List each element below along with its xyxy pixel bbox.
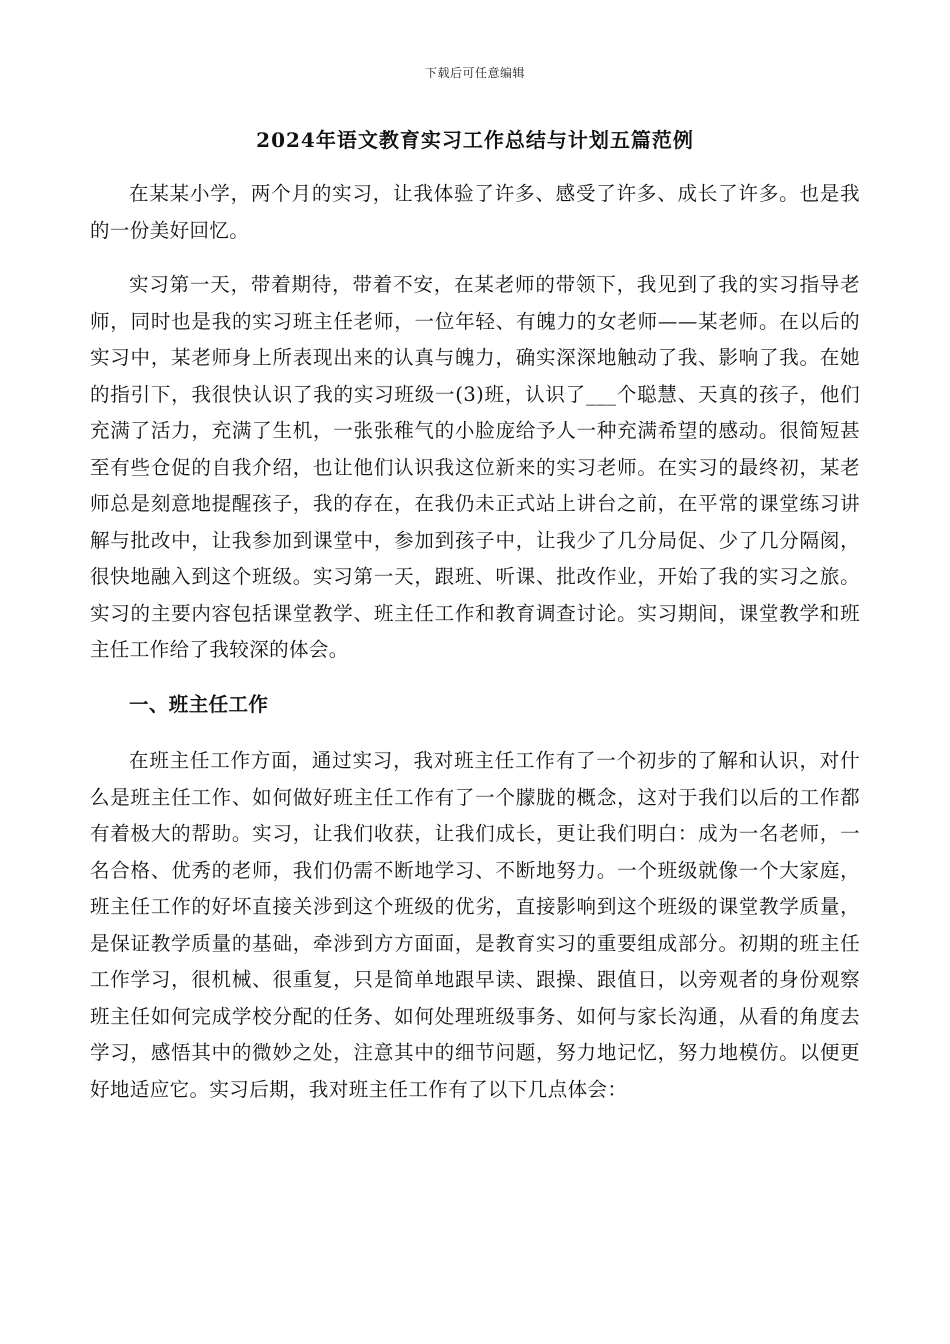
section-paragraph: 在班主任工作方面，通过实习，我对班主任工作有了一个初步的了解和认识，对什么是班主任工作、如何做好班主任工作有了一个朦胧的概念，这对于我们以后的工作都有着极大的帮助。实习，让我们收获，让我们成长，更让我们明白：成为一名老师，一名合格、优秀的老师，我们仍需不断地学习、不断地努力。一个班级就像一个大家庭，班主任工作的好坏直接关涉到这个班级的优劣，直接影响到这个班级的课堂教学质量，是保证教学质量的基础，牵涉到方方面面，是教育实习的重要组成部分。初期的班主任工作学习，很机械、很重复，只是简单地跟早读、跟操、跟值日，以旁观者的身份观察班主任如何完成学校分配的任务、如何处理班级事务、如何与家长沟通，从看的角度去学习，感悟其中的微妙之处，注意其中的细节问题，努力地记忆，努力地模仿。以便更好地适应它。实习后期，我对班主任工作有了以下几点体会： xyxy=(90,749,860,1101)
page-header-note: 下载后可任意编辑 xyxy=(424,66,525,80)
section-heading: 一、班主任工作 xyxy=(129,692,269,716)
intro-paragraph: 在某某小学，两个月的实习，让我体验了许多、感受了许多、成长了许多。也是我的一份美好回忆。 xyxy=(90,182,860,242)
document-title: 2024年语文教育实习工作总结与计划五篇范例 xyxy=(256,128,694,152)
body-paragraph: 实习第一天，带着期待，带着不安，在某老师的带领下，我见到了我的实习指导老师，同时也是我的实习班主任老师，一位年轻、有魄力的女老师——某老师。在以后的实习中，某老师身上所表现出来的认真与魄力，确实深深地触动了我、影响了我。在她的指引下，我很快认识了我的实习班级一(3)班，认识了___个聪慧、天真的孩子，他们充满了活力，充满了生机，一张张稚气的小脸庞给予人一种充满希望的感动。很简短甚至有些仓促的自我介绍，也让他们认识我这位新来的实习老师。在实习的最终初，某老师总是刻意地提醒孩子，我的存在，在我仍未正式站上讲台之前，在平常的课堂练习讲解与批改中，让我参加到课堂中，参加到孩子中，让我少了几分局促、少了几分隔阂，很快地融入到这个班级。实习第一天，跟班、听课、批改作业，开始了我的实习之旅。实习的主要内容包括课堂教学、班主任工作和教育调查讨论。实习期间，课堂教学和班主任工作给了我较深的体会。 xyxy=(90,273,860,661)
document-body xyxy=(90,176,860,1108)
